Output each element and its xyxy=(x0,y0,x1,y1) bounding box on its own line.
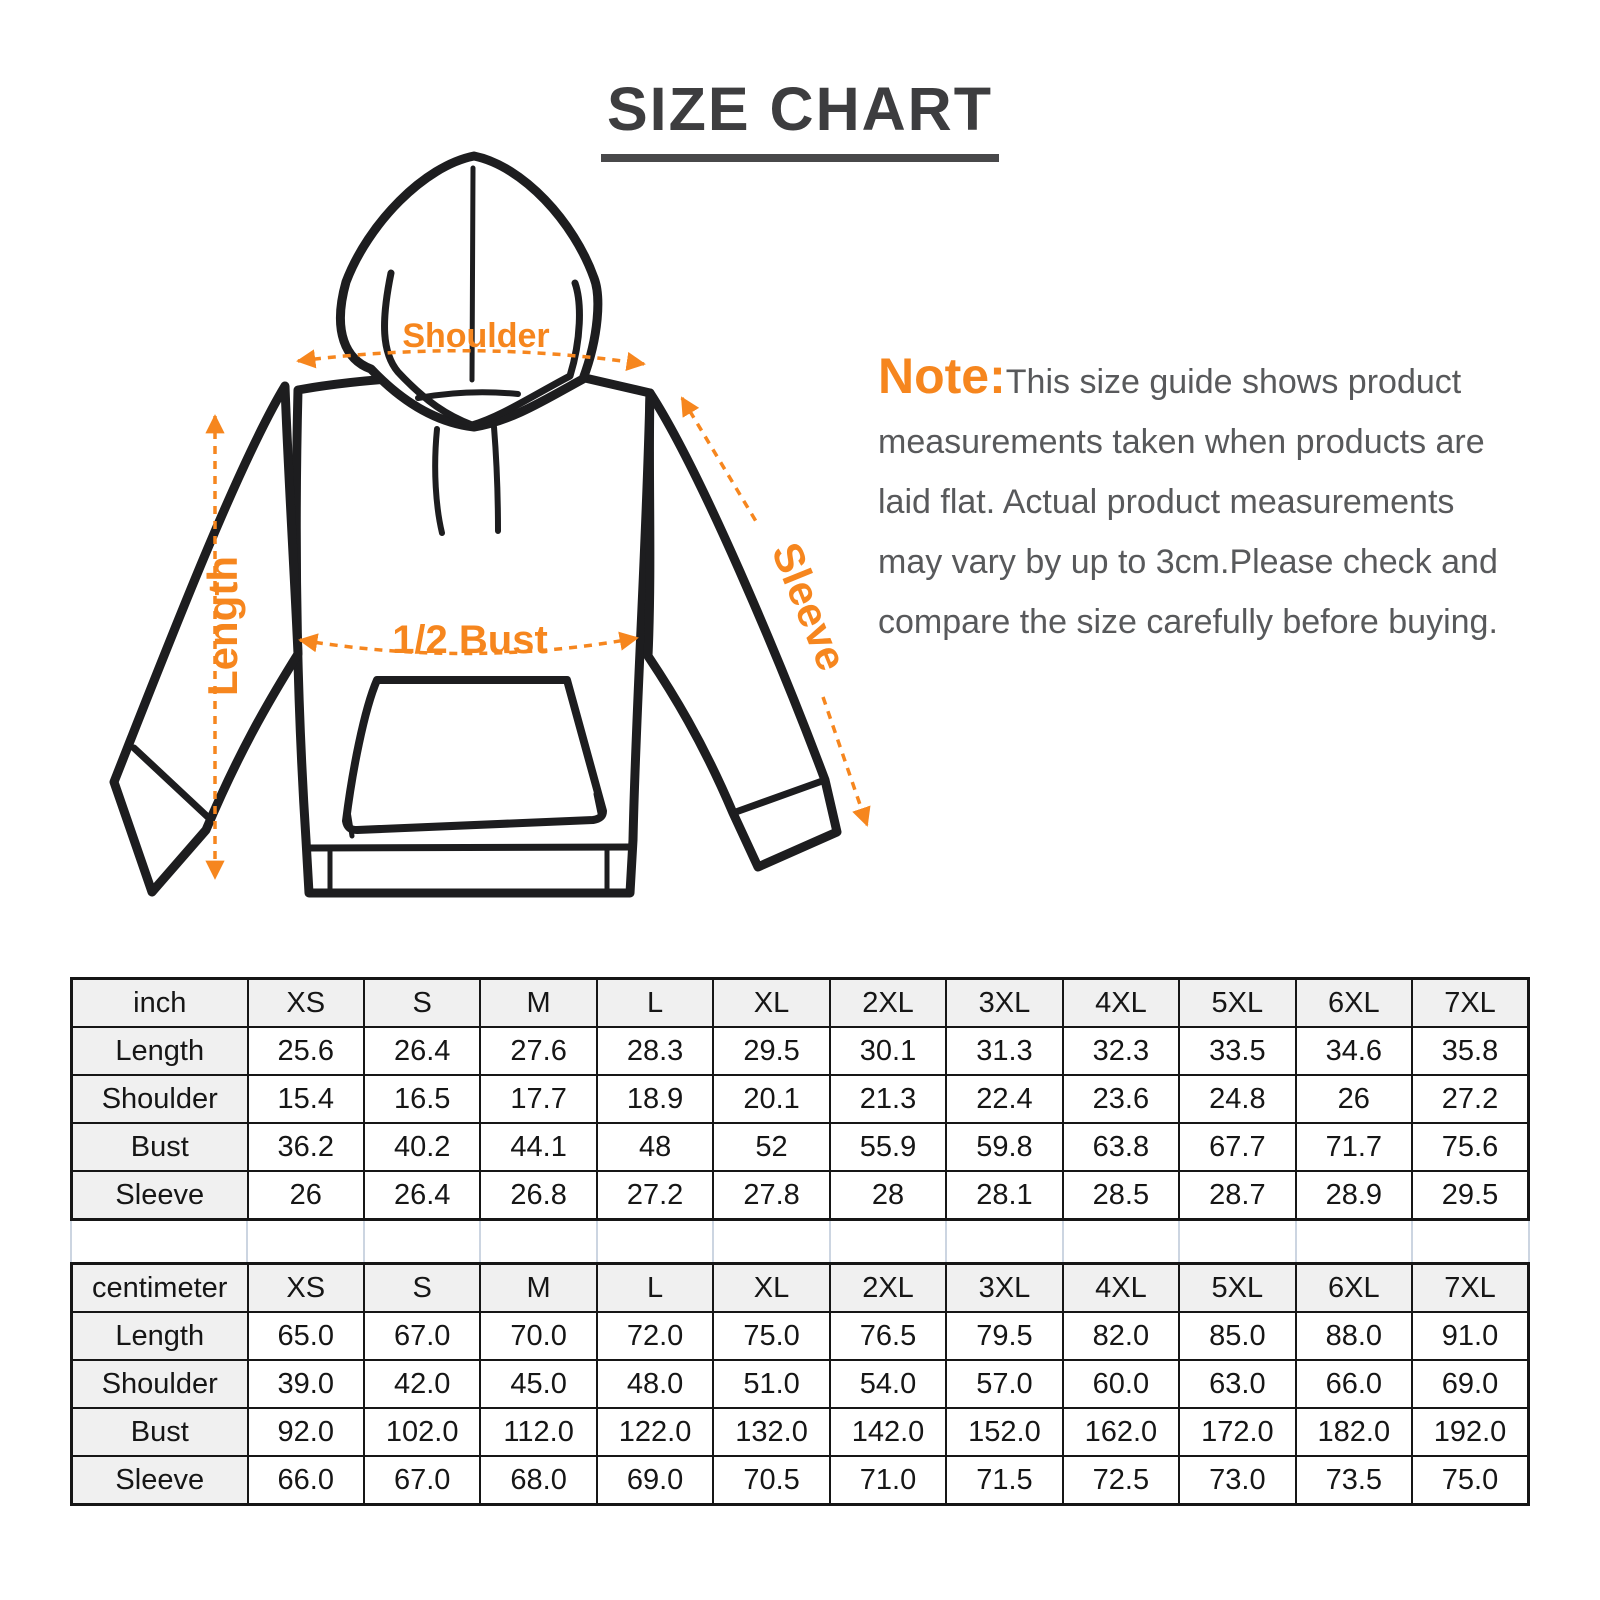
size-column-header: 4XL xyxy=(1063,979,1179,1028)
measurement-row-label: Length xyxy=(72,1312,248,1360)
page-title: SIZE CHART xyxy=(601,74,999,162)
centimeter-size-table xyxy=(70,1262,1530,1506)
spacer-cell xyxy=(597,1221,714,1262)
size-column-header: 7XL xyxy=(1412,979,1528,1028)
measurement-value-cell: 28.3 xyxy=(597,1027,713,1075)
measurement-value-cell: 26.8 xyxy=(480,1171,596,1220)
size-column-header: 4XL xyxy=(1063,1264,1179,1313)
measurement-value-cell: 22.4 xyxy=(946,1075,1062,1123)
spacer-cell xyxy=(830,1221,947,1262)
measurement-row-label: Bust xyxy=(72,1408,248,1456)
measurement-value-cell: 68.0 xyxy=(480,1456,596,1505)
measurement-value-cell: 20.1 xyxy=(713,1075,829,1123)
note-paragraph xyxy=(878,346,1524,652)
measurement-value-cell: 18.9 xyxy=(597,1075,713,1123)
measurement-value-cell: 28.7 xyxy=(1179,1171,1295,1220)
measurement-value-cell: 152.0 xyxy=(946,1408,1062,1456)
size-column-header: S xyxy=(364,979,480,1028)
size-column-header: XL xyxy=(713,1264,829,1313)
measurement-value-cell: 66.0 xyxy=(248,1456,364,1505)
table-row xyxy=(72,1312,1529,1360)
size-column-header: XS xyxy=(248,1264,364,1313)
measurement-value-cell: 21.3 xyxy=(830,1075,946,1123)
spacer-cell xyxy=(247,1221,364,1262)
measurement-value-cell: 23.6 xyxy=(1063,1075,1179,1123)
size-column-header: M xyxy=(480,1264,596,1313)
measurement-value-cell: 67.0 xyxy=(364,1456,480,1505)
table-row xyxy=(72,1456,1529,1505)
hem-band-line xyxy=(307,847,631,848)
size-tables xyxy=(70,977,1530,1506)
measurement-row-label: Bust xyxy=(72,1123,248,1171)
measurement-value-cell: 27.2 xyxy=(1412,1075,1528,1123)
measurement-row-label: Shoulder xyxy=(72,1075,248,1123)
measurement-value-cell: 75.6 xyxy=(1412,1123,1528,1171)
measurement-value-cell: 70.5 xyxy=(713,1456,829,1505)
measurement-value-cell: 59.8 xyxy=(946,1123,1062,1171)
measurement-value-cell: 85.0 xyxy=(1179,1312,1295,1360)
measurement-value-cell: 28.5 xyxy=(1063,1171,1179,1220)
measurement-value-cell: 92.0 xyxy=(248,1408,364,1456)
measurement-value-cell: 75.0 xyxy=(713,1312,829,1360)
measurement-row-label: Length xyxy=(72,1027,248,1075)
measurement-value-cell: 182.0 xyxy=(1296,1408,1412,1456)
measurement-value-cell: 45.0 xyxy=(480,1360,596,1408)
measurement-value-cell: 75.0 xyxy=(1412,1456,1528,1505)
measurement-value-cell: 32.3 xyxy=(1063,1027,1179,1075)
spacer-cell xyxy=(1296,1221,1413,1262)
measurement-value-cell: 27.6 xyxy=(480,1027,596,1075)
measurement-value-cell: 36.2 xyxy=(248,1123,364,1171)
size-column-header: L xyxy=(597,1264,713,1313)
measurement-value-cell: 162.0 xyxy=(1063,1408,1179,1456)
measurement-value-cell: 26.4 xyxy=(364,1027,480,1075)
size-column-header: 5XL xyxy=(1179,1264,1295,1313)
measurement-value-cell: 54.0 xyxy=(830,1360,946,1408)
spacer-cell xyxy=(1412,1221,1529,1262)
table-row xyxy=(72,1075,1529,1123)
spacer-cell xyxy=(1179,1221,1296,1262)
measurement-value-cell: 34.6 xyxy=(1296,1027,1412,1075)
measurement-value-cell: 73.0 xyxy=(1179,1456,1295,1505)
measurement-value-cell: 71.0 xyxy=(830,1456,946,1505)
size-column-header: 3XL xyxy=(946,1264,1062,1313)
measurement-value-cell: 69.0 xyxy=(597,1456,713,1505)
measurement-value-cell: 112.0 xyxy=(480,1408,596,1456)
size-column-header: 2XL xyxy=(830,1264,946,1313)
sleeve-label: Sleeve xyxy=(762,536,857,678)
measurement-value-cell: 31.3 xyxy=(946,1027,1062,1075)
measurement-value-cell: 52 xyxy=(713,1123,829,1171)
size-column-header: 6XL xyxy=(1296,979,1412,1028)
spacer-cell xyxy=(364,1221,481,1262)
measurement-value-cell: 28.1 xyxy=(946,1171,1062,1220)
measurement-value-cell: 30.1 xyxy=(830,1027,946,1075)
size-column-header: XS xyxy=(248,979,364,1028)
measurement-value-cell: 33.5 xyxy=(1179,1027,1295,1075)
measurement-value-cell: 16.5 xyxy=(364,1075,480,1123)
size-column-header: L xyxy=(597,979,713,1028)
measurement-value-cell: 42.0 xyxy=(364,1360,480,1408)
measurement-value-cell: 71.7 xyxy=(1296,1123,1412,1171)
measurement-value-cell: 15.4 xyxy=(248,1075,364,1123)
size-column-header: 6XL xyxy=(1296,1264,1412,1313)
measurement-value-cell: 55.9 xyxy=(830,1123,946,1171)
measurement-value-cell: 28.9 xyxy=(1296,1171,1412,1220)
measurement-value-cell: 29.5 xyxy=(713,1027,829,1075)
size-column-header: 3XL xyxy=(946,979,1062,1028)
measurement-value-cell: 51.0 xyxy=(713,1360,829,1408)
measurement-value-cell: 28 xyxy=(830,1171,946,1220)
measurement-value-cell: 102.0 xyxy=(364,1408,480,1456)
measurement-value-cell: 172.0 xyxy=(1179,1408,1295,1456)
inch-size-table xyxy=(70,977,1530,1221)
spacer-cell xyxy=(480,1221,597,1262)
measurement-value-cell: 60.0 xyxy=(1063,1360,1179,1408)
measurement-value-cell: 70.0 xyxy=(480,1312,596,1360)
size-column-header: 5XL xyxy=(1179,979,1295,1028)
measurement-value-cell: 17.7 xyxy=(480,1075,596,1123)
measurement-value-cell: 35.8 xyxy=(1412,1027,1528,1075)
pocket-outline xyxy=(346,680,603,830)
measurement-value-cell: 26 xyxy=(248,1171,364,1220)
unit-header-cell: centimeter xyxy=(72,1264,248,1313)
measurement-value-cell: 122.0 xyxy=(597,1408,713,1456)
measurement-value-cell: 82.0 xyxy=(1063,1312,1179,1360)
table-header-row xyxy=(72,1264,1529,1313)
measurement-value-cell: 48.0 xyxy=(597,1360,713,1408)
table-row xyxy=(72,1408,1529,1456)
measurement-value-cell: 57.0 xyxy=(946,1360,1062,1408)
measurement-row-label: Shoulder xyxy=(72,1360,248,1408)
table-spacer-row xyxy=(70,1221,1530,1262)
measurement-value-cell: 71.5 xyxy=(946,1456,1062,1505)
measurement-value-cell: 72.5 xyxy=(1063,1456,1179,1505)
size-column-header: M xyxy=(480,979,596,1028)
measurement-value-cell: 25.6 xyxy=(248,1027,364,1075)
measurement-value-cell: 26 xyxy=(1296,1075,1412,1123)
measurement-value-cell: 76.5 xyxy=(830,1312,946,1360)
note-label: Note: xyxy=(878,348,1006,404)
size-column-header: 2XL xyxy=(830,979,946,1028)
spacer-cell xyxy=(946,1221,1063,1262)
measurement-row-label: Sleeve xyxy=(72,1456,248,1505)
unit-header-cell: inch xyxy=(72,979,248,1028)
measurement-value-cell: 88.0 xyxy=(1296,1312,1412,1360)
measurement-value-cell: 24.8 xyxy=(1179,1075,1295,1123)
measurement-value-cell: 27.2 xyxy=(597,1171,713,1220)
size-column-header: XL xyxy=(713,979,829,1028)
size-column-header: 7XL xyxy=(1412,1264,1528,1313)
spacer-row xyxy=(71,1221,1529,1262)
measurement-value-cell: 72.0 xyxy=(597,1312,713,1360)
size-column-header: S xyxy=(364,1264,480,1313)
measurement-value-cell: 48 xyxy=(597,1123,713,1171)
measurement-value-cell: 63.0 xyxy=(1179,1360,1295,1408)
hoodie-diagram xyxy=(80,140,880,950)
shoulder-label: Shoulder xyxy=(402,317,550,355)
measurement-value-cell: 26.4 xyxy=(364,1171,480,1220)
spacer-cell xyxy=(71,1221,247,1262)
table-row xyxy=(72,1171,1529,1220)
measurement-value-cell: 66.0 xyxy=(1296,1360,1412,1408)
table-header-row xyxy=(72,979,1529,1028)
measurement-value-cell: 142.0 xyxy=(830,1408,946,1456)
measurement-value-cell: 65.0 xyxy=(248,1312,364,1360)
measurement-value-cell: 132.0 xyxy=(713,1408,829,1456)
measurement-value-cell: 73.5 xyxy=(1296,1456,1412,1505)
measurement-value-cell: 39.0 xyxy=(248,1360,364,1408)
measurement-value-cell: 40.2 xyxy=(364,1123,480,1171)
bust-label: 1/2 Bust xyxy=(392,618,548,662)
measurement-value-cell: 63.8 xyxy=(1063,1123,1179,1171)
measurement-value-cell: 67.0 xyxy=(364,1312,480,1360)
measurement-value-cell: 69.0 xyxy=(1412,1360,1528,1408)
measurement-value-cell: 79.5 xyxy=(946,1312,1062,1360)
measurement-value-cell: 29.5 xyxy=(1412,1171,1528,1220)
table-row xyxy=(72,1360,1529,1408)
measurement-value-cell: 91.0 xyxy=(1412,1312,1528,1360)
table-row xyxy=(72,1123,1529,1171)
note-body-text: This size guide shows product measurements taken when products are laid flat. Actual product measurements may vary by up to 3cm.Please check and compare the size carefully before buying. xyxy=(878,363,1498,641)
measurement-value-cell: 27.8 xyxy=(713,1171,829,1220)
measurement-value-cell: 67.7 xyxy=(1179,1123,1295,1171)
length-label: Length xyxy=(199,556,246,696)
measurement-value-cell: 44.1 xyxy=(480,1123,596,1171)
spacer-cell xyxy=(1063,1221,1180,1262)
measurement-value-cell: 192.0 xyxy=(1412,1408,1528,1456)
measurement-row-label: Sleeve xyxy=(72,1171,248,1220)
spacer-cell xyxy=(713,1221,830,1262)
table-row xyxy=(72,1027,1529,1075)
